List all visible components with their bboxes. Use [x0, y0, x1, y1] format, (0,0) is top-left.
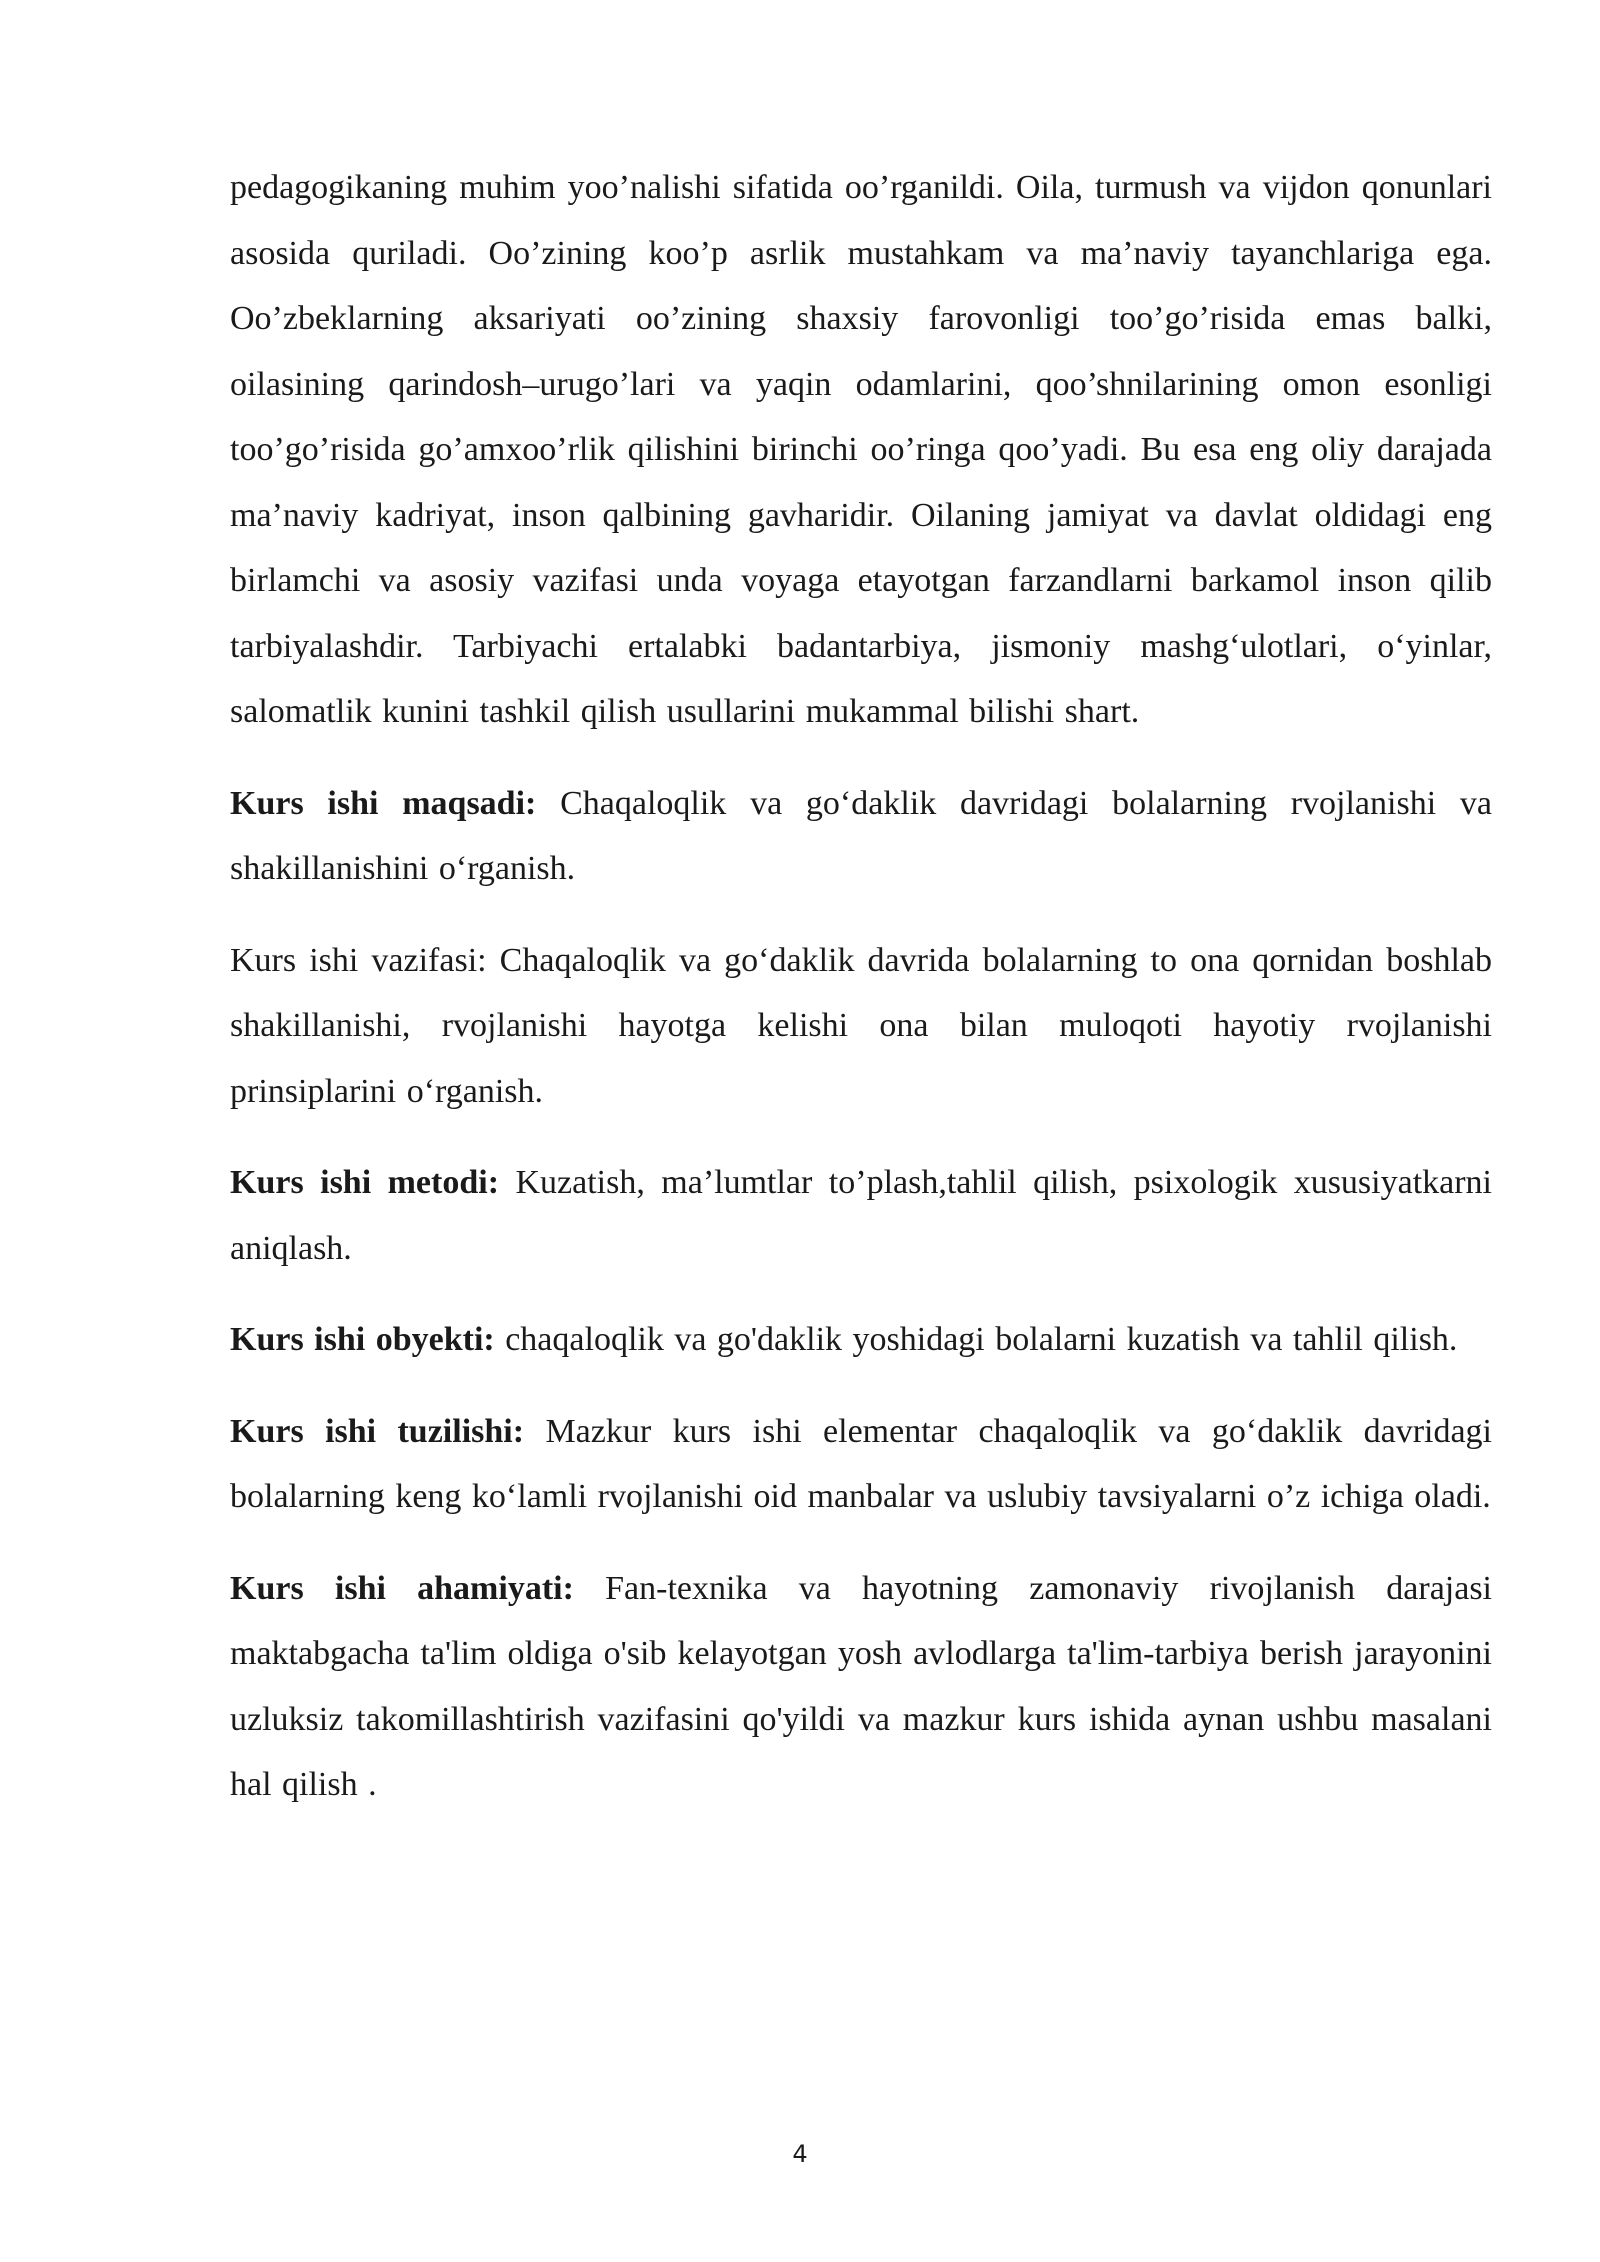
maqsad-text: Chaqaloqlik va go‘daklik davridagi bolalarning rvojlanishi va shakillanishini o‘rganish.	[230, 784, 1492, 887]
ahamiyat-label: Kurs ishi ahamiyati:	[230, 1569, 574, 1607]
vazifa-paragraph	[230, 928, 1492, 1125]
page-number: 4	[792, 2140, 808, 2168]
ahamiyat-paragraph	[230, 1556, 1492, 1818]
intro-paragraph	[230, 155, 1492, 745]
tuzilish-paragraph	[230, 1399, 1492, 1530]
metod-paragraph	[230, 1150, 1492, 1281]
intro-text: pedagogikaning muhim yoo’nalishi sifatida oo’rganildi. Oila, turmush va vijdon qonunlari asosida quriladi. Oo’zining koo’p asrlik mustahkam va ma’naviy tayanchlariga ega. Oo’zbeklarning aksariyati oo’zining shaxsiy farovonligi too’go’risida emas balki, oilasining qarindosh–urugo’lari va yaqin odamlarini, qoo’shnilarining omon esonligi too’go’risida go’amxoo’rlik qilishini birinchi oo’ringa qoo’yadi. Bu esa eng oliy darajada ma’naviy kadriyat, inson qalbining gavharidir. Oilaning jamiyat va davlat oldidagi eng birlamchi va asosiy vazifasi unda voyaga etayotgan farzandlarni barkamol inson qilib tarbiyalashdir. Tarbiyachi ertalabki badantarbiya, jismoniy mashg‘ulotlari, o‘yinlar, salomatlik kunini tashkil qilish usullarini mukammal bilishi shart.	[230, 169, 1492, 730]
metod-text: Kuzatish, ma’lumtlar to’plash,tahlil qilish, psixologik xususiyatkarni aniqlash.	[230, 1164, 1493, 1267]
vazifa-text: Kurs ishi vazifasi: Chaqaloqlik va go‘daklik davrida bolalarning to ona qornidan boshlab shakillanishi, rvojlanishi hayotga kelishi ona bilan muloqoti hayotiy rvojlanishi prinsiplarini o‘rganish.	[230, 941, 1492, 1110]
metod-label: Kurs ishi metodi:	[230, 1164, 500, 1201]
maqsad-paragraph	[230, 771, 1492, 902]
ahamiyat-text: Fan-texnika va hayotning zamonaviy rivojlanish darajasi maktabgacha ta'lim oldiga o'sib kelayotgan yosh avlodlarga ta'lim-tarbiya berish jarayonini uzluksiz takomillashtirish vazifasini qo'yildi va mazkur kurs ishida aynan ushbu masalani hal qilish .	[230, 1569, 1492, 1803]
document-page	[230, 155, 1492, 1844]
maqsad-label: Kurs ishi maqsadi:	[230, 784, 537, 822]
obyekt-label: Kurs ishi obyekti:	[230, 1321, 495, 1358]
tuzilish-text: Mazkur kurs ishi elementar chaqaloqlik va go‘daklik davridagi bolalarning keng ko‘lamli rvojlanishi oid manbalar va uslubiy tavsiyalarni o’z ichiga oladi.	[230, 1412, 1493, 1515]
tuzilish-label: Kurs ishi tuzilishi:	[230, 1412, 525, 1450]
obyekt-text: chaqaloqlik va go'daklik yoshidagi bolalarni kuzatish va tahlil qilish.	[494, 1321, 1458, 1358]
obyekt-paragraph	[230, 1307, 1492, 1373]
